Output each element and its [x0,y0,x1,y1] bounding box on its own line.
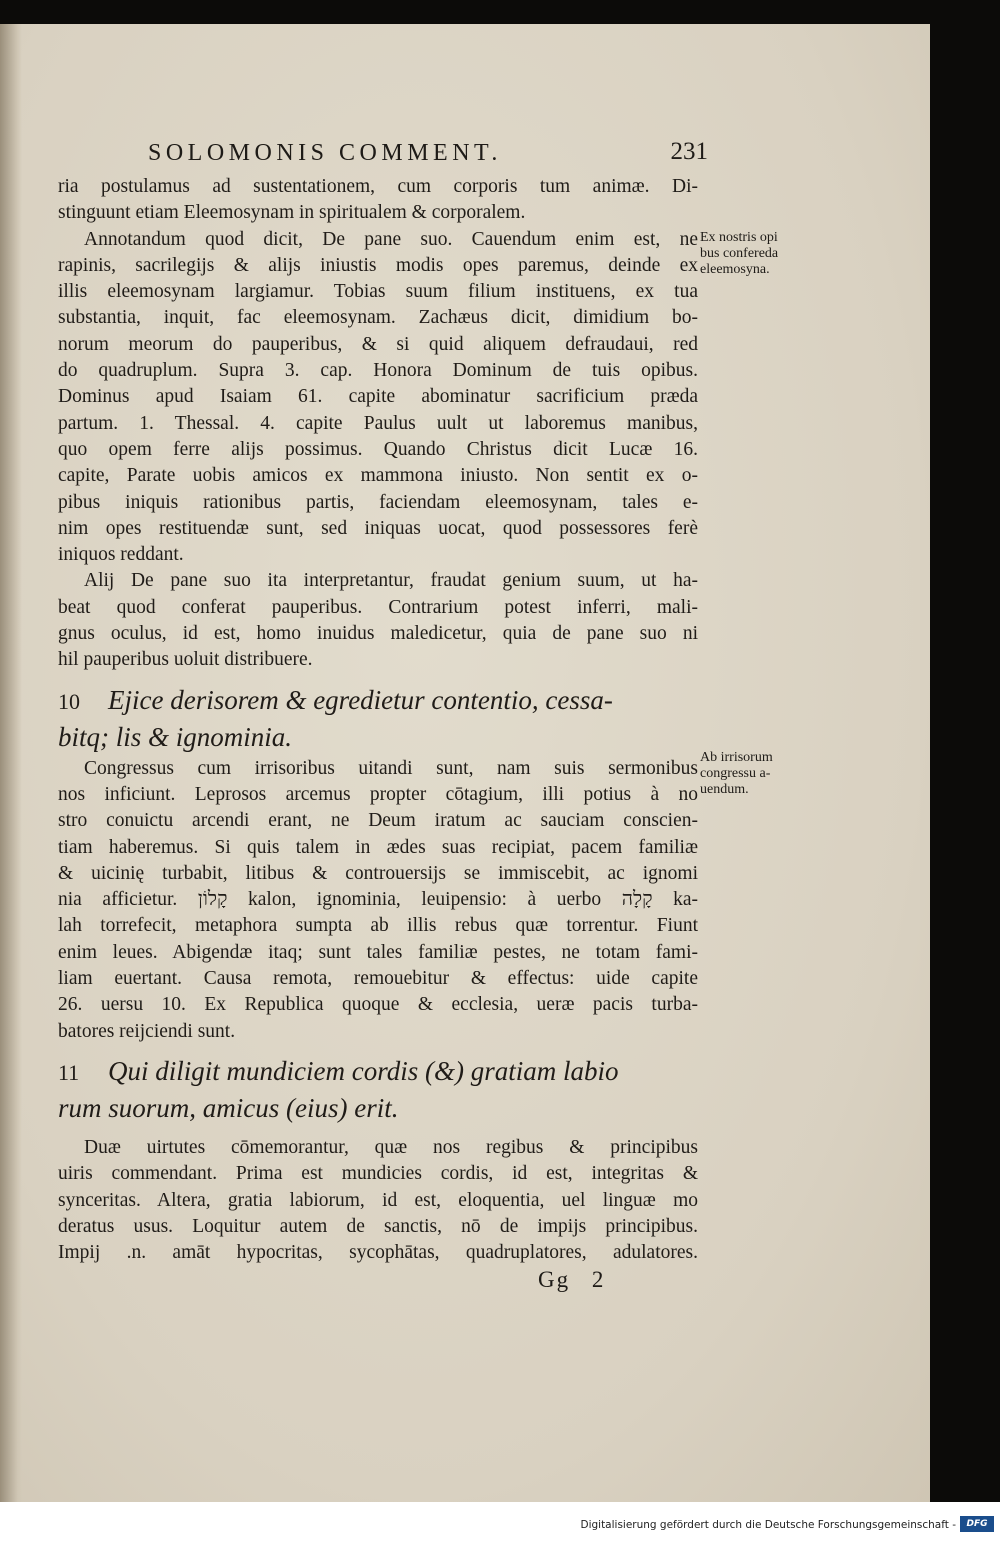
running-head: SOLOMONIS COMMENT. [148,140,502,166]
verse-11-line-1 [58,1053,698,1090]
text-line: Duæ uirtutes cōmemorantur, quæ nos regibus & principibus [84,1136,698,1158]
margin-note-2 [700,750,818,798]
margin-note-line: Ex nostris opi [700,230,778,245]
text-line: Impij .n. amāt hypocritas, sycophātas, quadruplatores, adulatores. [58,1242,698,1264]
text-line: nim opes restituendæ sunt, sed iniquas uocat, quod possessores ferè [58,517,698,539]
margin-note-line: uendum. [700,782,749,797]
dfg-logo-icon: DFG [960,1516,994,1532]
page-header [148,140,708,168]
text-line: quo opem ferre alijs possimus. Quando Christus dicit Lucæ 16. [58,438,698,460]
text-line: tiam haberemus. Si quis talem in ædes suas recipiat, pacem familiæ [58,836,698,858]
text-line: stro conuictu arcendi erant, ne Deum iratum ac sauciam conscien- [58,810,698,832]
footer-bar [0,1502,1000,1543]
commentary-paragraphs [58,174,698,674]
text-line: substantia, inquit, fac eleemosynam. Zachæus dicit, dimidium bo- [58,307,698,329]
spacer [58,1045,698,1053]
verse-text: Qui diligit mundiciem cordis (&) gratiam labio [108,1055,619,1086]
verse-10-line-1 [58,682,698,719]
text-line: norum meorum do pauperibus, & si quid aliquem defraudaui, red [58,333,698,355]
text-line: nos inficiunt. Leprosos arcemus propter cōtagium, illi potius à no [58,783,698,805]
text-line: Congressus cum irrisoribus uitandi sunt, nam suis sermonibus [84,757,698,779]
funding-credit: Digitalisierung gefördert durch die Deutsche Forschungsgemeinschaft - [580,1519,956,1531]
text-line: nia afficietur. קָלוֹן kalon, ignominia, leuipensio: à uerbo קָלָה ka- [58,889,698,911]
text-block [58,174,698,1266]
margin-note-line: eleemosyna. [700,262,770,277]
page-spine-shadow [0,24,22,1502]
verse-10 [58,682,698,756]
text-line: gnus oculus, id est, homo inuidus maledicetur, quia de pane suo ni [58,623,698,645]
spacer [58,1127,698,1135]
text-line: uiris commendant. Prima est mundicies cordis, id est, integritas & [58,1163,698,1185]
folio-number: 231 [670,138,708,165]
verse-11-line-2: rum suorum, amicus (eius) erit. [58,1092,399,1123]
text-line: Alij De pane suo ita interpretantur, fraudat genium suum, ut ha- [84,570,698,592]
text-line: beat quod conferat pauperibus. Contrarium potest inferri, mali- [58,596,698,618]
text-line: Dominus apud Isaiam 61. capite abominatur sacrificium præda [58,386,698,408]
margin-note-line: bus confereda [700,246,779,261]
text-line: enim leues. Abigendæ itaq; sunt tales familiæ pestes, ne totam fami- [58,941,698,963]
verse-number: 10 [58,688,80,714]
verse-11 [58,1053,698,1127]
text-line: rapinis, sacrilegijs & alijs iniustis modis opes paremus, deinde ex [58,254,698,276]
text-line: ria postulamus ad sustentationem, cum corporis tum animæ. Di- [58,176,698,197]
text-line: illis eleemosynam largiamur. Tobias suum filium instituens, ex tua [58,281,698,303]
text-line: do quadruplum. Supra 3. cap. Honora Dominum de tuis opibus. [58,360,698,382]
margin-note-1 [700,230,818,278]
text-line: hil pauperibus uoluit distribuere. [58,649,313,671]
text-line: iniquos reddant. [58,544,184,566]
text-line: & uicinię turbabit, litibus & controuersijs se immiscebit, ac ignomi [58,862,698,884]
text-line: partum. 1. Thessal. 4. capite Paulus uult ut laboremus manibus, [58,412,698,434]
verse-10-line-2: bitq; lis & ignominia. [58,721,293,752]
text-line: capite, Parate uobis amicos ex mammona iniusto. Non sentit ex o- [58,465,698,487]
book-page [0,24,930,1502]
spacer [58,674,698,682]
text-line: batores reijciendi sunt. [58,1020,236,1042]
signature-mark: Gg 2 [538,1267,606,1292]
text-line: liam euertant. Causa remota, remouebitur & effectus: uide capite [58,968,698,990]
margin-note-line: Ab irrisorum [700,750,773,765]
verse-number: 11 [58,1059,80,1085]
text-line: pibus iniquis rationibus partis, faciendam eleemosynam, tales e- [58,491,698,513]
text-line: Annotandum quod dicit, De pane suo. Cauendum enim est, ne [84,228,698,250]
text-line: lah torrefecit, metaphora sumpta ab illis rebus quæ torrentur. Fiunt [58,915,698,937]
text-line: synceritas. Altera, gratia labiorum, id est, eloquentia, uel linguæ mo [58,1189,698,1211]
margin-note-line: congressu a- [700,766,771,781]
verse-text: Ejice derisorem & egredietur contentio, cessa- [108,684,613,715]
text-line: 26. uersu 10. Ex Republica quoque & ecclesia, ueræ pacis turba- [58,994,698,1016]
commentary-verse-10 [58,756,698,1045]
commentary-verse-11 [58,1135,698,1266]
text-line: deratus usus. Loquitur autem de sanctis, nō de impijs principibus. [58,1215,698,1237]
text-line: stinguunt etiam Eleemosynam in spiritualem & corporalem. [58,202,526,224]
